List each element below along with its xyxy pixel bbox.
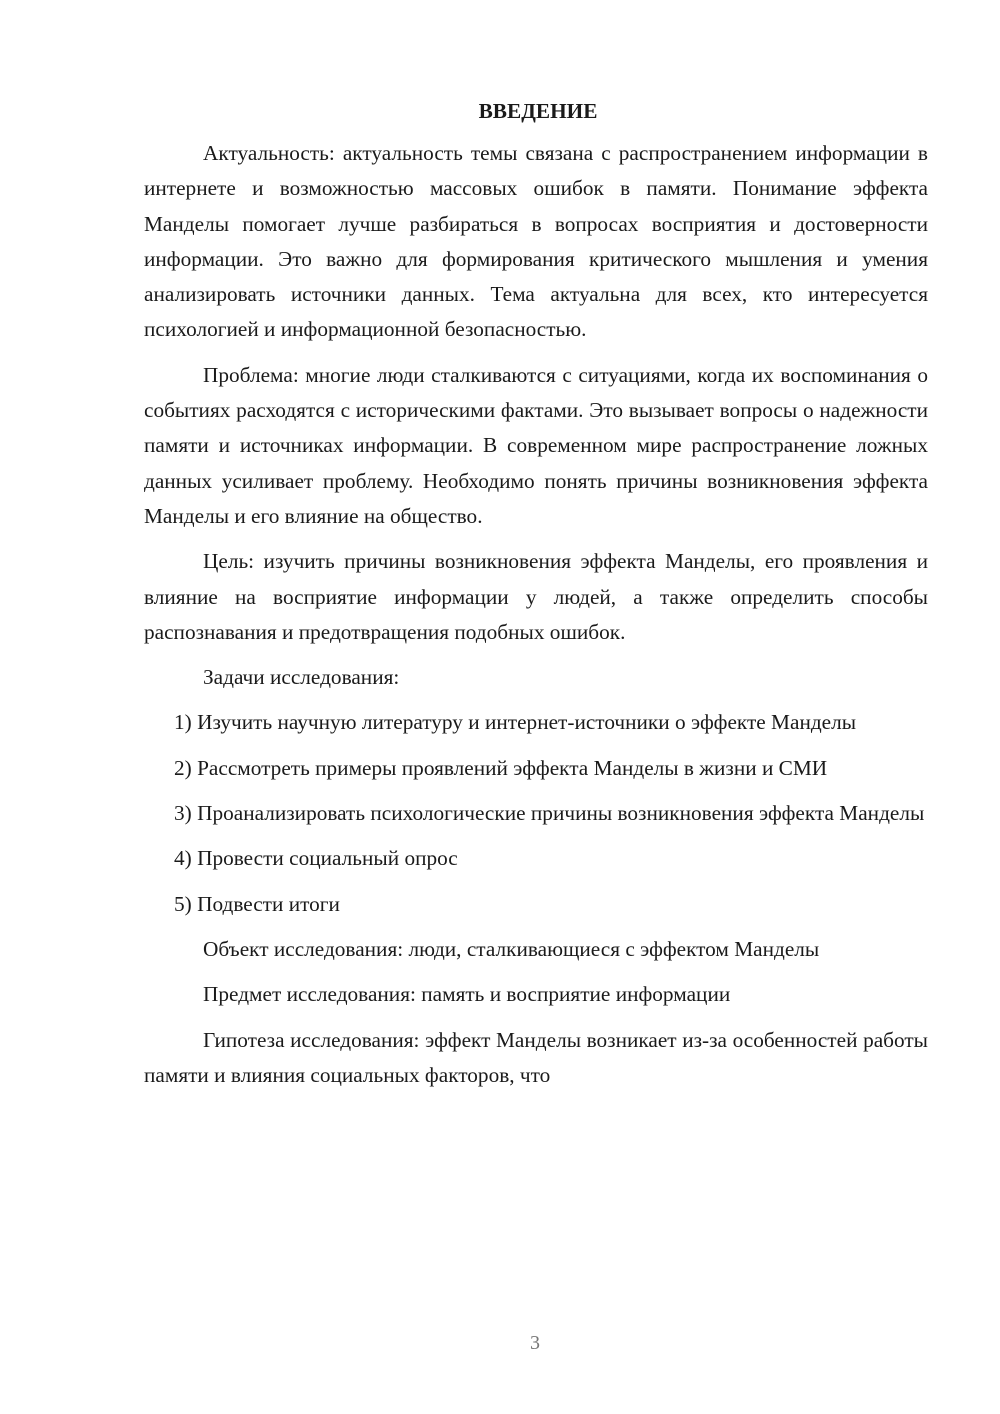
page-content: [144, 96, 928, 1103]
relevance-paragraph: Актуальность: актуальность темы связана с распространением информации в интернете и возможностью массовых ошибок в памяти. Понимание эффекта Манделы помогает лучше разбираться в вопросах восприятия и достоверности информации. Это важно для формирования критического мышления и умения анализировать источники данных. Тема актуальна для всех, кто интересуется психологией и информационной безопасностью.: [144, 141, 928, 342]
section-title: ВВЕДЕНИЕ: [478, 99, 598, 123]
task-item-2: 2) Рассмотреть примеры проявлений эффекта Манделы в жизни и СМИ: [174, 755, 828, 780]
research-subject: Предмет исследования: память и восприятие информации: [203, 982, 731, 1007]
task-item-4: 4) Провести социальный опрос: [174, 846, 458, 871]
goal-paragraph: Цель: изучить причины возникновения эффекта Манделы, его проявления и влияние на восприятие информации у людей, а также определить способы распознавания и предотвращения подобных ошибок.: [144, 549, 928, 644]
tasks-heading: Задачи исследования:: [203, 665, 400, 690]
problem-paragraph: Проблема: многие люди сталкиваются с ситуациями, когда их воспоминания о событиях расходятся с историческими фактами. Это вызывает вопросы о надежности памяти и источниках информации. В современном мире распространение ложных данных усиливает проблему. Необходимо понять причины возникновения эффекта Манделы и его влияние на общество.: [144, 362, 928, 528]
page-number: 3: [530, 1332, 540, 1354]
task-item-1: 1) Изучить научную литературу и интернет-источники о эффекте Манделы: [174, 710, 857, 735]
task-item-3: 3) Проанализировать психологические причины возникновения эффекта Манделы: [174, 801, 925, 826]
task-item-5: 5) Подвести итоги: [174, 891, 340, 916]
hypothesis-paragraph: Гипотеза исследования: эффект Манделы возникает из-за особенностей работы памяти и влияния социальных факторов, что: [144, 1027, 928, 1087]
research-object: Объект исследования: люди, сталкивающиеся с эффектом Манделы: [203, 936, 820, 961]
